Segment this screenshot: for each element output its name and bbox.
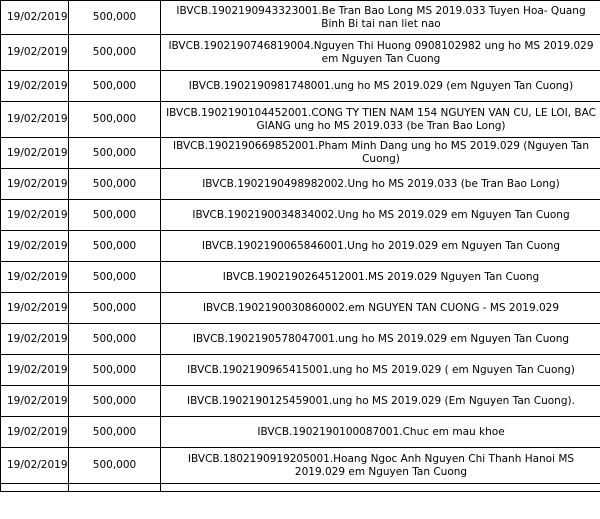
- description-cell: IBVCB.1902190264512001.MS 2019.029 Nguyen Tan Cuong: [161, 262, 600, 293]
- date-cell: 19/02/2019: [1, 1, 69, 35]
- description-cell: IBVCB.1902190746819004.Nguyen Thi Huong 0908102982 ung ho MS 2019.029 em Nguyen Tan Cuong: [161, 35, 600, 71]
- table-row: [1, 1, 600, 35]
- table-row: [1, 102, 600, 138]
- description-cell: IBVCB.1902190578047001.ung ho MS 2019.029 em Nguyen Tan Cuong: [161, 324, 600, 355]
- amount-cell: 500,000: [69, 417, 161, 448]
- amount-cell: 500,000: [69, 355, 161, 386]
- amount-cell: 500,000: [69, 35, 161, 71]
- description-cell: IBVCB.1902190981748001.ung ho MS 2019.029 (em Nguyen Tan Cuong): [161, 71, 600, 102]
- amount-cell: 500,000: [69, 386, 161, 417]
- amount-cell: 500,000: [69, 262, 161, 293]
- date-cell: 19/02/2019: [1, 324, 69, 355]
- description-cell: [161, 484, 600, 492]
- date-cell: 19/02/2019: [1, 417, 69, 448]
- amount-cell: 500,000: [69, 448, 161, 484]
- amount-cell: 500,000: [69, 102, 161, 138]
- date-cell: 19/02/2019: [1, 262, 69, 293]
- amount-cell: 500,000: [69, 200, 161, 231]
- description-cell: IBVCB.1902190034834002.Ung ho MS 2019.029 em Nguyen Tan Cuong: [161, 200, 600, 231]
- amount-cell: 500,000: [69, 169, 161, 200]
- date-cell: 19/02/2019: [1, 200, 69, 231]
- table-row: [1, 448, 600, 484]
- table-row: [1, 484, 600, 492]
- amount-cell: 500,000: [69, 231, 161, 262]
- description-cell: IBVCB.1902190104452001.CONG TY TIEN NAM 154 NGUYEN VAN CU, LE LOI, BAC GIANG ung ho MS 2019.033 (be Tran Bao Long): [161, 102, 600, 138]
- date-cell: 19/02/2019: [1, 448, 69, 484]
- description-cell: IBVCB.1902190669852001.Pham Minh Dang ung ho MS 2019.029 (Nguyen Tan Cuong): [161, 138, 600, 169]
- date-cell: 19/02/2019: [1, 293, 69, 324]
- description-cell: IBVCB.1902190965415001.ung ho MS 2019.029 ( em Nguyen Tan Cuong): [161, 355, 600, 386]
- description-cell: IBVCB.1902190125459001.ung ho MS 2019.029 (Em Nguyen Tan Cuong).: [161, 386, 600, 417]
- date-cell: 19/02/2019: [1, 169, 69, 200]
- table-row: [1, 231, 600, 262]
- description-cell: IBVCB.1802190919205001.Hoang Ngoc Anh Nguyen Chi Thanh Hanoi MS 2019.029 em Nguyen Tan Cuong: [161, 448, 600, 484]
- amount-cell: 500,000: [69, 293, 161, 324]
- table-row: [1, 386, 600, 417]
- donation-table-body: [1, 1, 600, 492]
- table-row: [1, 262, 600, 293]
- table-row: [1, 138, 600, 169]
- date-cell: 19/02/2019: [1, 386, 69, 417]
- description-cell: IBVCB.1902190100087001.Chuc em mau khoe: [161, 417, 600, 448]
- description-cell: IBVCB.1902190498982002.Ung ho MS 2019.033 (be Tran Bao Long): [161, 169, 600, 200]
- table-row: [1, 417, 600, 448]
- table-row: [1, 169, 600, 200]
- amount-cell: 500,000: [69, 71, 161, 102]
- date-cell: 19/02/2019: [1, 35, 69, 71]
- description-cell: IBVCB.1902190030860002.em NGUYEN TAN CUONG - MS 2019.029: [161, 293, 600, 324]
- date-cell: 19/02/2019: [1, 231, 69, 262]
- amount-cell: 500,000: [69, 324, 161, 355]
- amount-cell: 500,000: [69, 1, 161, 35]
- table-row: [1, 293, 600, 324]
- description-cell: IBVCB.1902190065846001.Ung ho 2019.029 em Nguyen Tan Cuong: [161, 231, 600, 262]
- date-cell: 19/02/2019: [1, 138, 69, 169]
- date-cell: [1, 484, 69, 492]
- date-cell: 19/02/2019: [1, 102, 69, 138]
- date-cell: 19/02/2019: [1, 71, 69, 102]
- table-row: [1, 71, 600, 102]
- amount-cell: [69, 484, 161, 492]
- amount-cell: 500,000: [69, 138, 161, 169]
- date-cell: 19/02/2019: [1, 355, 69, 386]
- table-row: [1, 324, 600, 355]
- table-row: [1, 200, 600, 231]
- table-row: [1, 35, 600, 71]
- description-cell: IBVCB.1902190943323001.Be Tran Bao Long MS 2019.033 Tuyen Hoa- Quang Binh Bi tai nan liet nao: [161, 1, 600, 35]
- table-row: [1, 355, 600, 386]
